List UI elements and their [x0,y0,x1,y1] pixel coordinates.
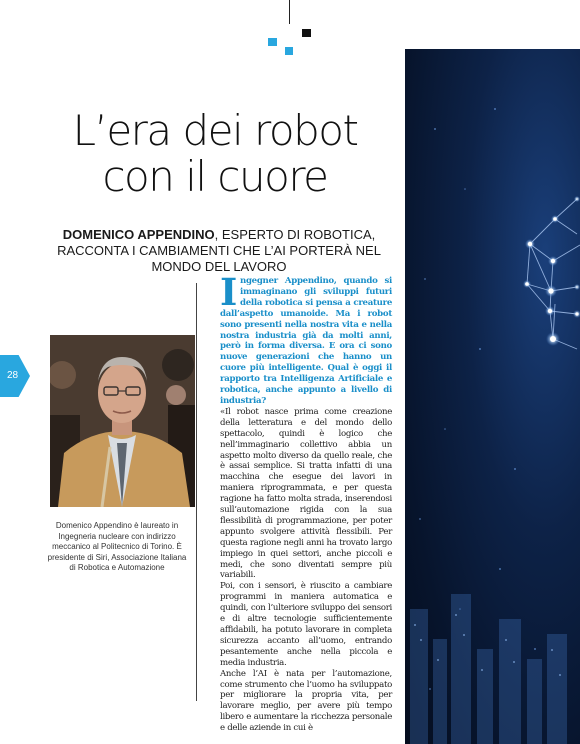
interview-question [220,270,392,407]
headline [0,108,430,200]
headline-line-2: con il cuore [102,152,328,201]
portrait-graphic [50,335,195,507]
drop-cap: I [220,270,238,314]
answer-paragraph: Anche l’AI è nata per l’automazione, come strumento che l’uomo ha sviluppato per migliorare la propria vita, per lavorare meglio, per avere più tempo libero e aumentare la ricchezza personale e delle aziende in cui è [220,668,392,734]
question-text: ngegner Appendino, quando si immaginano gli sviluppi futuri della robotica si pensa a creature dall’aspetto umanoide. Ma i robot sono presenti nella nostra vita e nella nostra industria già da molti anni, però in forma diversa. E ora ci sono nuove generazioni che hanno un cuore più intelligente. Qual è oggi il rapporto tra Intelligenza Artificiale e robotica, anche appunto a livello di industria? [220,276,392,406]
decorative-square-blue [268,38,277,46]
network-graphic [405,49,580,744]
headline-line-1: L’era dei robot [72,106,358,155]
column-divider [196,283,197,701]
subheadline [44,227,394,275]
answer-paragraph: Poi, con i sensori, è riuscito a cambiare programmi in maniera automatica e quindi, con l’ulteriore sviluppo dei sensori e di altre tecnologie sufficientemente affidabili, ha potuto lavorare in completa sicurezza accanto all’uomo, entrando pesantemente anche nella piccola e media industria. [220,581,392,668]
answer-paragraph: «Il robot nasce prima come creazione della letteratura e del mondo dello spettacolo, quindi è logico che nell’immaginario collettivo abbia un aspetto molto diverso da quello reale, che è assai semplice. Si tratta infatti di una macchina che esegue dei lavori in maniera riprogrammata, e per questa ragione ha fatto molta strada, inserendosi sull’automazione rigida con la sua flessibilità di programmazione, per poter appunto svolgere attività flessibili. Per questa ragione negli anni ha trovato largo impiego in quei settori, anche piccoli e medi, che sono diventati sempre più variabili. [220,406,392,581]
photo-caption: Domenico Appendino è laureato in Ingegneria nucleare con indirizzo meccanico al Politecnico di Torino. È presidente di Siri, Associazione Italiana di Robotica e Automazione [47,521,187,572]
decorative-square-black [302,29,311,37]
article-body [220,270,392,734]
page-number: 28 [7,370,19,381]
subhead-rest: , ESPERTO DI ROBOTICA, RACCONTA I CAMBIAMENTI CHE L’AI PORTERÀ NEL MONDO DEL LAVORO [57,227,381,274]
top-divider-rule [289,0,290,24]
portrait-photo [50,335,195,507]
subhead-name: DOMENICO APPENDINO [62,227,215,242]
network-photo [405,49,580,744]
decorative-square-blue [285,47,293,55]
